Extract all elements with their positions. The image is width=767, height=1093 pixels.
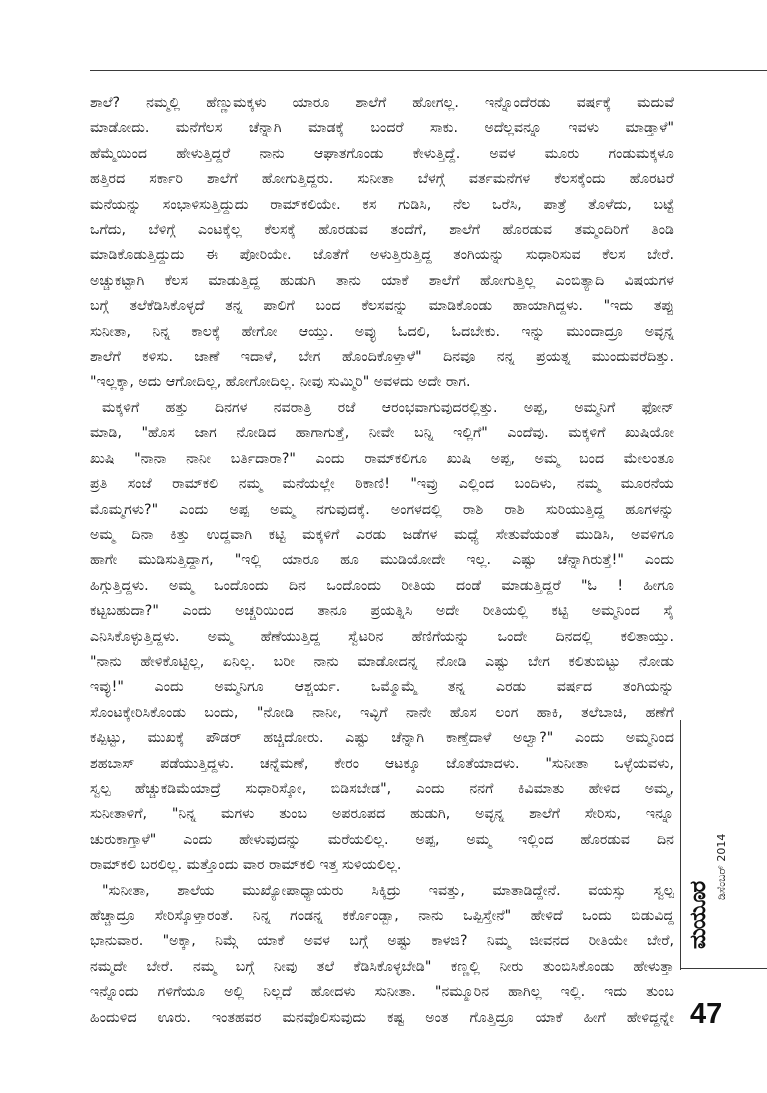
text-line: ಹಿಗ್ಗುತ್ತಿದ್ದಳು. ಅಮ್ಮ ಒಂದೊಂದು ದಿನ ಒಂದೊಂದು ರೀತಿಯ ದಂಡೆ ಮಾಡುತ್ತಿದ್ದರೆ "ಓ ! ಹೀಗೂ xyxy=(90,577,674,594)
top-divider xyxy=(90,70,767,71)
text-line: ಇವ್ಳು!" ಎಂದು ಅಮ್ಮನಿಗೂ ಆಶ್ಚರ್ಯ. ಒಮ್ಮೊಮ್ಮೆ ತನ್ನ ಎರಡು ವರ್ಷದ ತಂಗಿಯನ್ನು xyxy=(90,679,674,696)
text-line: ಸ್ವಲ್ಪ ಹೆಚ್ಚುಕಡಿಮೆಯಾದ್ರೆ ಸುಧಾರಿಸ್ಕೋ, ಬಿಡಿಸಬೇಡ", ಎಂದು ನನಗೆ ಕಿವಿಮಾತು ಹೇಳಿದ ಅಮ್ಮ, xyxy=(90,780,674,797)
text-line: ಹಿಂದುಳಿದ ಊರು. ಇಂತಹವರ ಮನವೊಲಿಸುವುದು ಕಷ್ಟ ಅಂತ ಗೊತ್ತಿದ್ರೂ ಯಾಕೆ ಹೀಗೆ ಹೇಳಿದ್ದನ್ನೇ xyxy=(90,1009,674,1026)
running-footer xyxy=(686,780,726,960)
text-line: ಅಚ್ಚುಕಟ್ಟಾಗಿ ಕೆಲಸ ಮಾಡುತ್ತಿದ್ದ ಹುಡುಗಿ ತಾನು ಯಾಕೆ ಶಾಲೆಗೆ ಹೋಗುತ್ತಿಲ್ಲ ಎಂಬಿತ್ಯಾದಿ ವಿಷಯಗಳ xyxy=(90,272,674,289)
text-line: ಮಾಡಿ, "ಹೊಸ ಜಾಗ ನೋಡಿದ ಹಾಗಾಗುತ್ತೆ, ನೀವೇ ಬನ್ನಿ ಇಲ್ಲಿಗೆ" ಎಂದೆವು. ಮಕ್ಕಳಿಗೆ ಖುಷಿಯೋ xyxy=(90,425,674,442)
text-line: ಕಪ್ಪಿಟ್ಟು, ಮುಖಕ್ಕೆ ಪೌಡರ್ ಹಚ್ಚಿದೋರು. ಎಷ್ಟು ಚೆನ್ನಾಗಿ ಕಾಣ್ತೆದಾಳೆ ಅಲ್ವಾ?" ಎಂದು ಅಮ್ಮನಿಂದ xyxy=(90,730,674,747)
text-line: "ನಾನು ಹೇಳಿಕೊಟ್ಟಿಲ್ಲ, ಏನಿಲ್ಲ. ಬರೀ ನಾನು ಮಾಡೋದನ್ನ ನೋಡಿ ಎಷ್ಟು ಬೇಗ ಕಲಿತುಬಿಟ್ಟು ನೋಡು xyxy=(90,653,674,670)
text-line: ಮಾಡೋದು. ಮನೆಗೆಲಸ ಚೆನ್ನಾಗಿ ಮಾಡಕ್ಕೆ ಬಂದರೆ ಸಾಕು. ಅದೆಲ್ಲವನ್ನೂ ಇವಳು ಮಾಡ್ತಾಳೆ" xyxy=(90,120,674,137)
text-line: ಎನಿಸಿಕೊಳ್ಳುತ್ತಿದ್ದಳು. ಅಮ್ಮ ಹೆಣೆಯುತ್ತಿದ್ದ ಸ್ವೆಟರಿನ ಹೆಣಿಗೆಯನ್ನು ಒಂದೇ ದಿನದಲ್ಲಿ ಕಲಿತಾಯ್ತು. xyxy=(90,628,674,645)
text-line: ಖುಷಿ "ನಾನಾ ನಾನೀ ಬರ್ತಿದಾರಾ?" ಎಂದು ರಾಮ್‌ಕಲಿಗೂ ಖುಷಿ ಅಪ್ಪ, ಅಮ್ಮ ಬಂದ ಮೇಲಂತೂ xyxy=(90,450,674,467)
text-line: ಅಮ್ಮ ದಿನಾ ಕಿತ್ತು ಉದ್ದವಾಗಿ ಕಟ್ಟಿ ಮಕ್ಕಳಿಗೆ ಎರಡು ಜಡೆಗಳ ಮಧ್ಯೆ ಸೇತುವೆಯಂತೆ ಮುಡಿಸಿ, ಅವಳಿಗೂ xyxy=(90,526,674,543)
text-line: ಬಗ್ಗೆ ತಲೆಕೆಡಿಸಿಕೊಳ್ಳದೆ ತನ್ನ ಪಾಲಿಗೆ ಬಂದ ಕೆಲಸವನ್ನು ಮಾಡಿಕೊಂಡು ಹಾಯಾಗಿದ್ದಳು. "ಇದು ತಪ್ಪು xyxy=(90,298,674,315)
text-line: "ಇಲ್ಲಕ್ಕಾ, ಅದು ಆಗೋದಿಲ್ಲ, ಹೋಗೋದಿಲ್ಲ. ನೀವು ಸುಮ್ಮಿರಿ" ಅವಳದು ಅದೇ ರಾಗ. xyxy=(90,374,471,391)
text-line: ಕಟ್ಟಬಹುದಾ?" ಎಂದು ಅಚ್ಚರಿಯಿಂದ ತಾನೂ ಪ್ರಯತ್ನಿಸಿ ಅದೇ ರೀತಿಯಲ್ಲಿ ಕಟ್ಟಿ ಅಮ್ಮನಿಂದ ಸೈ xyxy=(90,603,674,620)
text-line: ಶಹಬಾಸ್ ಪಡೆಯುತ್ತಿದ್ದಳು. ಚನ್ನೆಮಣೆ, ಕೇರಂ ಆಟಕ್ಕೂ ಜೊತೆಯಾದಳು. "ಸುನೀತಾ ಒಳ್ಳೆಯವಳು, xyxy=(90,755,674,772)
magazine-name: ಮಯೂರ xyxy=(686,881,711,949)
text-line: ಹತ್ತಿರದ ಸರ್ಕಾರಿ ಶಾಲೆಗೆ ಹೋಗುತ್ತಿದ್ದರು. ಸುನೀತಾ ಬೆಳಗ್ಗೆ ವರ್ತಮನೆಗಳ ಕೆಲಸಕ್ಕೆಂದು ಹೊರಟರೆ xyxy=(90,171,674,188)
page-number-divider xyxy=(680,968,767,969)
text-line: ಸೊಂಟಕ್ಕೇರಿಸಿಕೊಂಡು ಬಂದು, "ನೋಡಿ ನಾನೀ, ಇವ್ಳಿಗೆ ನಾನೇ ಹೊಸ ಲಂಗ ಹಾಕಿ, ತಲೆಬಾಚಿ, ಹಣೆಗೆ xyxy=(90,704,674,721)
text-line: ಇನ್ನೊಂದು ಗಳಿಗೆಯೂ ಅಲ್ಲಿ ನಿಲ್ಲದೆ ಹೋದಳು ಸುನೀತಾ. "ನಮ್ಮೂರಿನ ಹಾಗಿಲ್ಲ ಇಲ್ಲಿ. ಇದು ತುಂಬ xyxy=(90,984,674,1001)
text-line: ಪ್ರತಿ ಸಂಜೆ ರಾಮ್‌ಕಲಿ ನಮ್ಮ ಮನೆಯಲ್ಲೇ ಠಿಕಾಣಿ! "ಇವ್ರು ಎಲ್ಲಿಂದ ಬಂದಿಳು, ನಮ್ಮ ಮೂರನೆಯ xyxy=(90,476,674,493)
text-line: ನಮ್ಮದೇ ಬೇರೆ. ನಮ್ಮ ಬಗ್ಗೆ ನೀವು ತಲೆ ಕೆಡಿಸಿಕೊಳ್ಳಬೇಡಿ" ಕಣ್ಣಲ್ಲಿ ನೀರು ತುಂಬಿಸಿಕೊಂಡು ಹೇಳುತ್ತಾ xyxy=(90,958,674,975)
text-line: ಚುರುಕಾಗ್ತಾಳೆ" ಎಂದು ಹೇಳುವುದನ್ನು ಮರೆಯಲಿಲ್ಲ. ಅಪ್ಪ, ಅಮ್ಮ ಇಲ್ಲಿಂದ ಹೊರಡುವ ದಿನ xyxy=(90,831,674,848)
text-line: ಹೆಮ್ಮೆಯಿಂದ ಹೇಳುತ್ತಿದ್ದರೆ ನಾನು ಆಘಾತಗೊಂಡು ಕೇಳುತ್ತಿದ್ದೆ. ಅವಳ ಮೂರು ಗಂಡುಮಕ್ಕಳೂ xyxy=(90,145,674,162)
text-line: ಸುನೀತಾಳಿಗೆ, "ನಿನ್ನ ಮಗಳು ತುಂಬ ಅಪರೂಪದ ಹುಡುಗಿ, ಅವ್ಳನ್ನ ಶಾಲೆಗೆ ಸೇರಿಸು, ಇನ್ನೂ xyxy=(90,806,674,823)
text-line: ಮಾಡಿಕೊಡುತ್ತಿದ್ದುದು ಈ ಪೋರಿಯೇ. ಜೊತೆಗೆ ಅಳುತ್ತಿರುತ್ತಿದ್ದ ತಂಗಿಯನ್ನು ಸುಧಾರಿಸುವ ಕೆಲಸ ಬೇರೆ. xyxy=(90,247,674,264)
text-line: ಮನೆಯನ್ನು ಸಂಭಾಳಿಸುತ್ತಿದ್ದುದು ರಾಮ್‌ಕಲಿಯೇ. ಕಸ ಗುಡಿಸಿ, ನೆಲ ಒರೆಸಿ, ಪಾತ್ರೆ ತೊಳೆದು, ಬಟ್ಟೆ xyxy=(90,196,674,213)
text-line: ಶಾಲೆಗೆ ಕಳಿಸು. ಜಾಣೆ ಇದಾಳೆ, ಬೇಗ ಹೊಂದಿಕೊಳ್ತಾಳೆ" ದಿನವೂ ನನ್ನ ಪ್ರಯತ್ನ ಮುಂದುವರೆದಿತ್ತು. xyxy=(90,349,674,366)
text-line: ಒಗೆದು, ಬೆಳಿಗ್ಗೆ ಎಂಟಕ್ಕೆಲ್ಲ ಕೆಲಸಕ್ಕೆ ಹೊರಡುವ ತಂದೆಗೆ, ಶಾಲೆಗೆ ಹೊರಡುವ ತಮ್ಮಂದಿರಿಗೆ ತಿಂಡಿ xyxy=(90,222,674,239)
page-number: 47 xyxy=(690,998,723,1030)
text-line: ಮೊಮ್ಮಗಳು?" ಎಂದು ಅಪ್ಪ ಅಮ್ಮ ನಗುವುದಕ್ಕೆ. ಅಂಗಳದಲ್ಲಿ ರಾಶಿ ರಾಶಿ ಸುರಿಯುತ್ತಿದ್ದ ಹೂಗಳನ್ನು xyxy=(90,501,674,518)
text-line: ಹೆಚ್ಚಾದ್ರೂ ಸೇರಿಸ್ಕೊಳ್ತಾರಂತೆ. ನಿನ್ನ ಗಂಡನ್ನ ಕರ್ಕೊಂಡ್ಬಾ, ನಾನು ಒಪ್ಪಿಸ್ತೇನೆ" ಹೇಳಿದೆ ಒಂದು ಬಿಡುವಿದ್ದ xyxy=(90,908,674,924)
sidebar-divider xyxy=(680,720,681,970)
text-line: ರಾಮ್‌ಕಲಿ ಬರಲಿಲ್ಲ. ಮತ್ತೊಂದು ವಾರ ರಾಮ್‌ಕಲಿ ಇತ್ತ ಸುಳಿಯಲಿಲ್ಲ. xyxy=(90,857,402,874)
article-body xyxy=(90,91,674,1031)
text-line: ಶಾಲೆ? ನಮ್ಮಲ್ಲಿ ಹೆಣ್ಣುಮಕ್ಕಳು ಯಾರೂ ಶಾಲೆಗೆ ಹೋಗಲ್ಲ. ಇನ್ನೊಂದೆರಡು ವರ್ಷಕ್ಕೆ ಮದುವೆ xyxy=(90,95,674,111)
text-line: ಸುನೀತಾ, ನಿನ್ನ ಕಾಲಕ್ಕೆ ಹೇಗೋ ಆಯ್ತು. ಅವ್ಳು ಓದಲಿ, ಓದಬೇಕು. ಇನ್ನು ಮುಂದಾದ್ರೂ ಅವ್ಳನ್ನ xyxy=(90,323,674,340)
text-line: ಮಕ್ಕಳಿಗೆ ಹತ್ತು ದಿನಗಳ ನವರಾತ್ರಿ ರಜೆ ಆರಂಭವಾಗುವುದರಲ್ಲಿತ್ತು. ಅಪ್ಪ, ಅಮ್ಮನಿಗೆ ಫೋನ್ xyxy=(102,399,674,416)
text-line: ಭಾನುವಾರ. "ಅಕ್ಕಾ, ನಿಮ್ಗೆ ಯಾಕೆ ಅವಳ ಬಗ್ಗೆ ಅಷ್ಟು ಕಾಳಜಿ? ನಿಮ್ಮ ಜೀವನದ ರೀತಿಯೇ ಬೇರೆ, xyxy=(90,933,674,950)
text-line: ಹಾಗೇ ಮುಡಿಸುತ್ತಿದ್ದಾಗ, "ಇಲ್ಲಿ ಯಾರೂ ಹೂ ಮುಡಿಯೋದೇ ಇಲ್ಲ. ಎಷ್ಟು ಚೆನ್ನಾಗಿರುತ್ತೆ!" ಎಂದು xyxy=(90,552,674,569)
issue-date: ಡಿಸೆಂಬರ್ 2014 xyxy=(715,833,728,900)
text-line: "ಸುನೀತಾ, ಶಾಲೆಯ ಮುಖ್ಯೋಪಾಧ್ಯಾಯರು ಸಿಕ್ಕಿದ್ರು ಇವತ್ತು, ಮಾತಾಡಿದ್ದೇನೆ. ವಯಸ್ಸು ಸ್ವಲ್ಪ xyxy=(102,882,674,899)
